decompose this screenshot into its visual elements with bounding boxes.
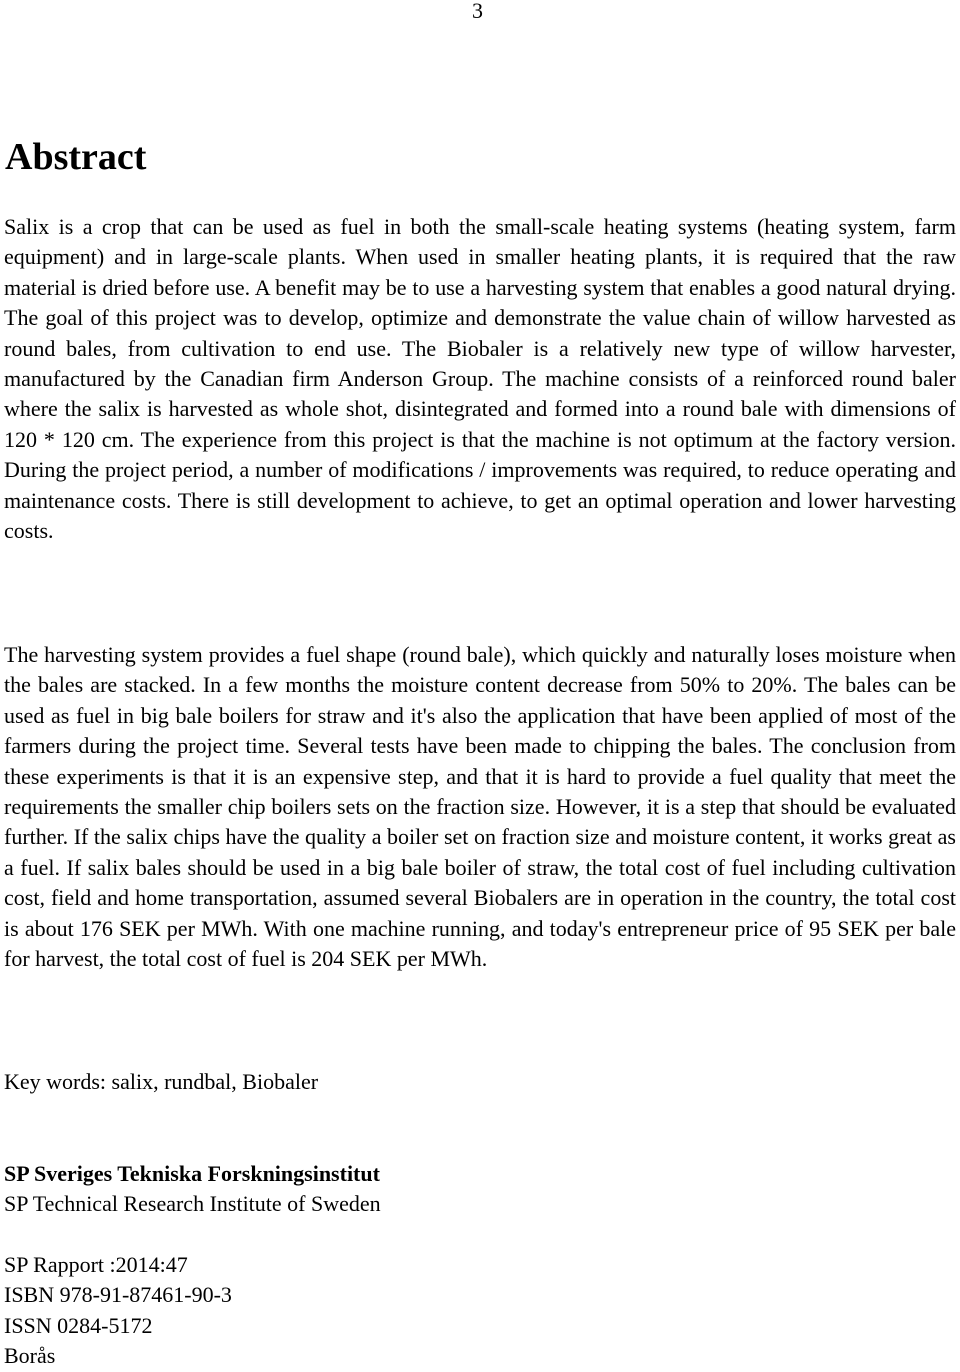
organization-block bbox=[4, 1159, 381, 1220]
publication-city: Borås bbox=[4, 1343, 56, 1369]
keywords-line: Key words: salix, rundbal, Biobaler bbox=[4, 1069, 319, 1094]
issn-number: ISSN 0284-5172 bbox=[4, 1312, 153, 1338]
abstract-heading: Abstract bbox=[5, 136, 147, 178]
abstract-paragraph-1: Salix is a crop that can be used as fuel in both the small-scale heating systems (heating system, farm equipment) and in large-scale plants. When used in smaller heating plants, it is required that the raw material is dried before use. A benefit may be to use a harvesting system that enables a good natural drying. The goal of this project was to develop, optimize and demonstrate the value chain of willow harvested as round bales, from cultivation to end use. The Biobaler is a relatively new type of willow harvester, manufactured by the Canadian firm Anderson Group. The machine consists of a reinforced round baler where the salix is harvested as whole shot, disintegrated and formed into a round bale with dimensions of 120 * 120 cm. The experience from this project is that the machine is not optimum at the factory version. During the project period, a number of modifications / improvements was required, to reduce operating and maintenance costs. There is still development to achieve, to get an optimal operation and lower harvesting costs. bbox=[4, 214, 956, 544]
organization-name-english: SP Technical Research Institute of Sweden bbox=[4, 1191, 381, 1217]
report-info-block bbox=[4, 1250, 232, 1372]
isbn-number: ISBN 978-91-87461-90-3 bbox=[4, 1282, 232, 1308]
abstract-paragraph-2: The harvesting system provides a fuel shape (round bale), which quickly and naturally loses moisture when the bales are stacked. In a few months the moisture content decrease from 50% to 20%. The bales can be used as fuel in big bale boilers for straw and it's also the application that have been applied of most of the farmers during the project time. Several tests have been made to chipping the bales. The conclusion from these experiments is that it is an expensive step, and that it is hard to provide a fuel quality that meet the requirements the smaller chip boilers sets on the fraction size. However, it is a step that should be evaluated further. If the salix chips have the quality a boiler set on fraction size and moisture content, it works great as a fuel. If salix bales should be used in a big bale boiler of straw, the total cost of fuel including cultivation cost, field and home transportation, assumed several Biobalers are in operation in the country, the total cost is about 176 SEK per MWh. With one machine running, and today's entrepreneur price of 95 SEK per bale for harvest, the total cost of fuel is 204 SEK per MWh. bbox=[4, 642, 956, 972]
page-number: 3 bbox=[472, 0, 483, 23]
report-number: SP Rapport :2014:47 bbox=[4, 1252, 188, 1277]
organization-name-swedish: SP Sveriges Tekniska Forskningsinstitut bbox=[4, 1161, 380, 1186]
